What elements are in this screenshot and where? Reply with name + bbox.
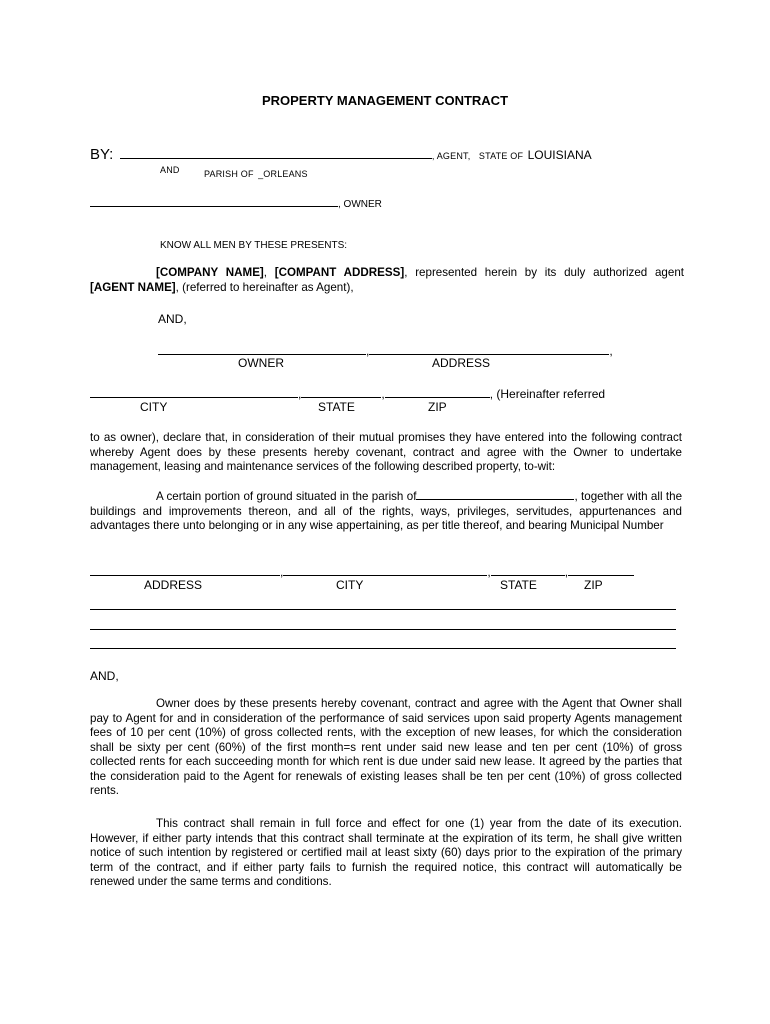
owner-address-blank[interactable] (369, 342, 609, 355)
company-name-placeholder: [COMPANY NAME] (156, 266, 264, 279)
blank-line-1[interactable] (90, 609, 676, 610)
hereinafter-label: , (Hereinafter referred (489, 387, 606, 401)
owner-label: , OWNER (338, 199, 382, 210)
owner-city-blank[interactable] (90, 385, 298, 398)
owner-zip-blank[interactable] (385, 385, 490, 398)
company-address-placeholder: [COMPANT ADDRESS] (274, 266, 405, 279)
by-label: BY: (90, 146, 114, 163)
zip-caption: ZIP (428, 400, 447, 414)
property-city-blank[interactable] (283, 563, 487, 576)
owner-state-blank[interactable] (301, 385, 381, 398)
property-state-caption: STATE (500, 578, 537, 592)
parish-blank[interactable] (416, 489, 574, 500)
agent-label: , AGENT, (431, 151, 471, 161)
agent-blank[interactable] (120, 144, 432, 159)
agent-name-placeholder: [AGENT NAME] (90, 280, 176, 294)
city-state-zip-row: , , , (Hereinafter referred (90, 385, 605, 401)
fees-paragraph: Owner does by these presents hereby covenant, contract and agree with the Agent that Owner shall pay to Agent for and in consideration of the performance of said services upon said property Agents management fees of 10 per cent (10%) of gross collected rents, with the exception of new leases, for which the consideration shall be sixty per cent (60%) of the first month=s rent under said new lease and ten per cent (10%) of gross collected rents for each succeeding month for which rent is due under said new lease. It agreed by the parties that the consideration paid to the Agent for renewals of existing leases shall be ten per cent (10%) of gross collected rents. (90, 697, 682, 797)
know-all-men: KNOW ALL MEN BY THESE PRESENTS: (160, 240, 348, 251)
city-caption: CITY (140, 400, 168, 414)
state-of-label: STATE OF (478, 151, 524, 161)
declare-paragraph: to as owner), declare that, in consideration of their mutual promises they have entered into the following contract whereby Agent does by these presents hereby covenant, contract and agree with the Owner to undertake management, leasing and maintenance services of the following described property, to-wit: (90, 431, 682, 473)
parish-name: _ORLEANS (258, 169, 308, 179)
property-address-blank[interactable] (90, 563, 280, 576)
owner-address-row: , , (158, 342, 613, 358)
by-line (90, 144, 592, 164)
property-address-row: , , , (90, 563, 634, 579)
ground-paragraph: A certain portion of ground situated in the parish of , together with all the buildings and improvements thereon, and all of the rights, ways, privileges, servitudes, appurtenances and advantages there unto belonging or in any wise appertaining, as per title thereof, and bearing Municipal Number (90, 490, 683, 532)
owner-name-blank[interactable] (158, 342, 366, 355)
property-zip-caption: ZIP (584, 578, 603, 592)
state-name: LOUISIANA (527, 148, 592, 162)
blank-line-2[interactable] (90, 629, 676, 630)
and-heading-2: AND, (90, 669, 119, 683)
state-caption: STATE (318, 400, 355, 414)
address-caption: ADDRESS (432, 356, 491, 370)
and-label: AND (160, 165, 180, 175)
property-city-caption: CITY (336, 578, 364, 592)
owner-blank[interactable] (90, 195, 338, 207)
owner-line (90, 194, 382, 212)
property-state-blank[interactable] (491, 563, 565, 576)
term-paragraph: This contract shall remain in full force and effect for one (1) year from the date of its execution. However, if either party intends that this contract shall terminate at the expiration of its term, he shall give written notice of such intention by registered or certified mail at least sixty (60) days prior to the expiration of the primary term of the contract, and if either party fails to furnish the required notice, this contract will automatically be renewed under the same terms and conditions. (90, 817, 682, 888)
parish-of-label: PARISH OF (204, 169, 254, 179)
and-heading-1: AND, (158, 312, 187, 326)
parish-line (204, 164, 308, 182)
property-zip-blank[interactable] (568, 563, 634, 576)
property-address-caption: ADDRESS (144, 578, 203, 592)
owner-caption: OWNER (238, 356, 284, 370)
intro-paragraph: [COMPANY NAME], [COMPANT ADDRESS], represented herein by its duly authorized agent [AGENT NAME], (referred to hereinafter as Agent), (90, 266, 684, 294)
blank-line-3[interactable] (90, 648, 676, 649)
document-title: PROPERTY MANAGEMENT CONTRACT (261, 93, 509, 108)
